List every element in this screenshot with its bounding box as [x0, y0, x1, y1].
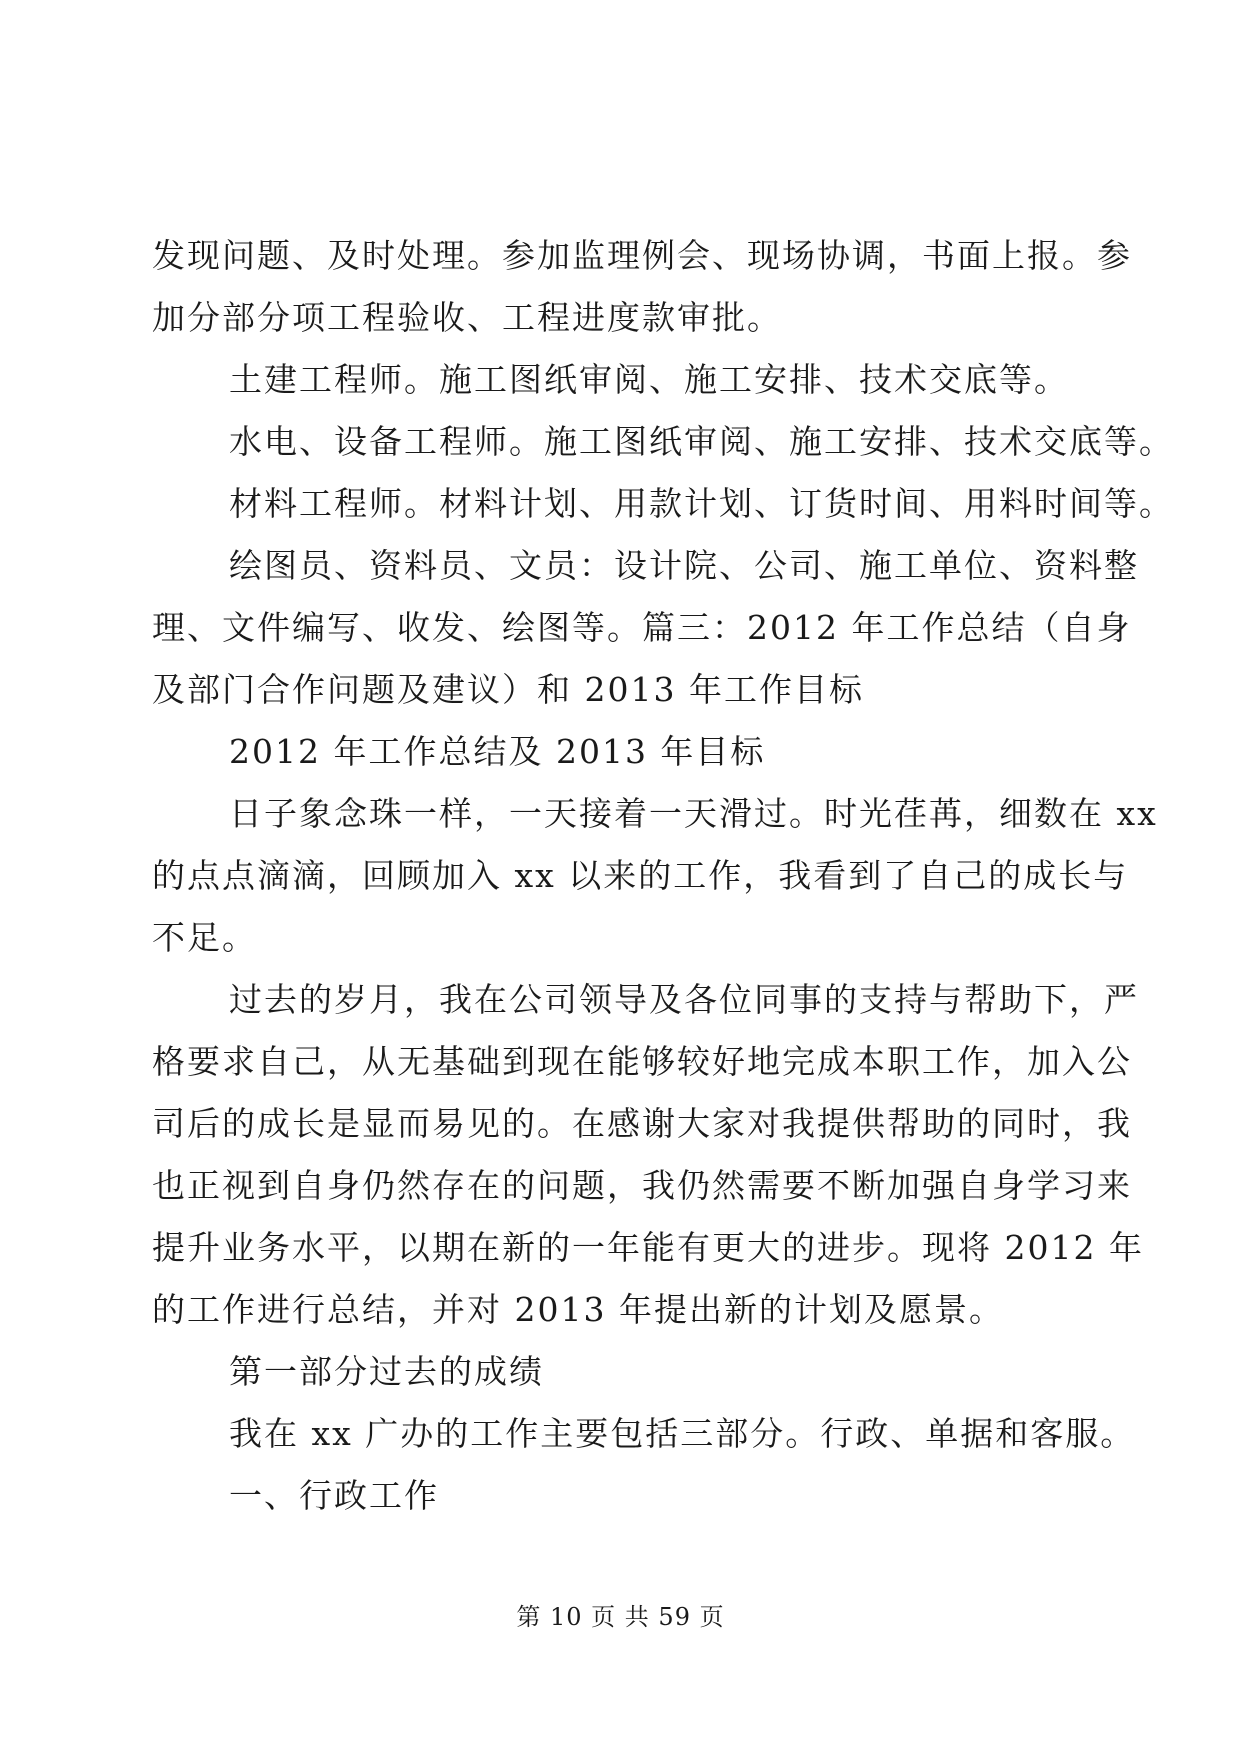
text-line: 2012 年工作总结及 2013 年目标	[229, 732, 766, 771]
text-line: 也正视到自身仍然存在的问题，我仍然需要不断加强自身学习来	[152, 1166, 1132, 1205]
text-line: 材料工程师。材料计划、用款计划、订货时间、用料时间等。	[229, 484, 1174, 523]
text-line: 的工作进行总结，并对 2013 年提出新的计划及愿景。	[152, 1290, 1004, 1329]
text-line: 发现问题、及时处理。参加监理例会、现场协调，书面上报。参	[152, 236, 1132, 275]
text-line: 提升业务水平，以期在新的一年能有更大的进步。现将 2012 年	[152, 1228, 1144, 1267]
text-line: 的点点滴滴，回顾加入 xx 以来的工作，我看到了自己的成长与	[152, 856, 1129, 895]
text-line: 及部门合作问题及建议）和 2013 年工作目标	[152, 670, 864, 709]
text-line: 水电、设备工程师。施工图纸审阅、施工安排、技术交底等。	[229, 422, 1174, 461]
text-line: 司后的成长是显而易见的。在感谢大家对我提供帮助的同时，我	[152, 1104, 1132, 1143]
text-line: 日子象念珠一样，一天接着一天滑过。时光荏苒，细数在 xx	[229, 794, 1158, 833]
text-line: 加分部分项工程验收、工程进度款审批。	[152, 298, 782, 337]
text-line: 格要求自己，从无基础到现在能够较好地完成本职工作，加入公	[152, 1042, 1132, 1081]
text-line: 第一部分过去的成绩	[229, 1352, 544, 1391]
text-line: 绘图员、资料员、文员：设计院、公司、施工单位、资料整	[229, 546, 1139, 585]
document-body	[152, 225, 1174, 1527]
text-line: 不足。	[152, 918, 257, 957]
text-line: 理、文件编写、收发、绘图等。篇三：2012 年工作总结（自身	[152, 608, 1132, 647]
text-line: 土建工程师。施工图纸审阅、施工安排、技术交底等。	[229, 360, 1069, 399]
text-line: 过去的岁月，我在公司领导及各位同事的支持与帮助下，严	[229, 980, 1139, 1019]
text-line: 一、行政工作	[229, 1476, 439, 1515]
text-line: 我在 xx 广办的工作主要包括三部分。行政、单据和客服。	[229, 1414, 1136, 1453]
page-footer: 第 10 页 共 59 页	[516, 1603, 725, 1631]
